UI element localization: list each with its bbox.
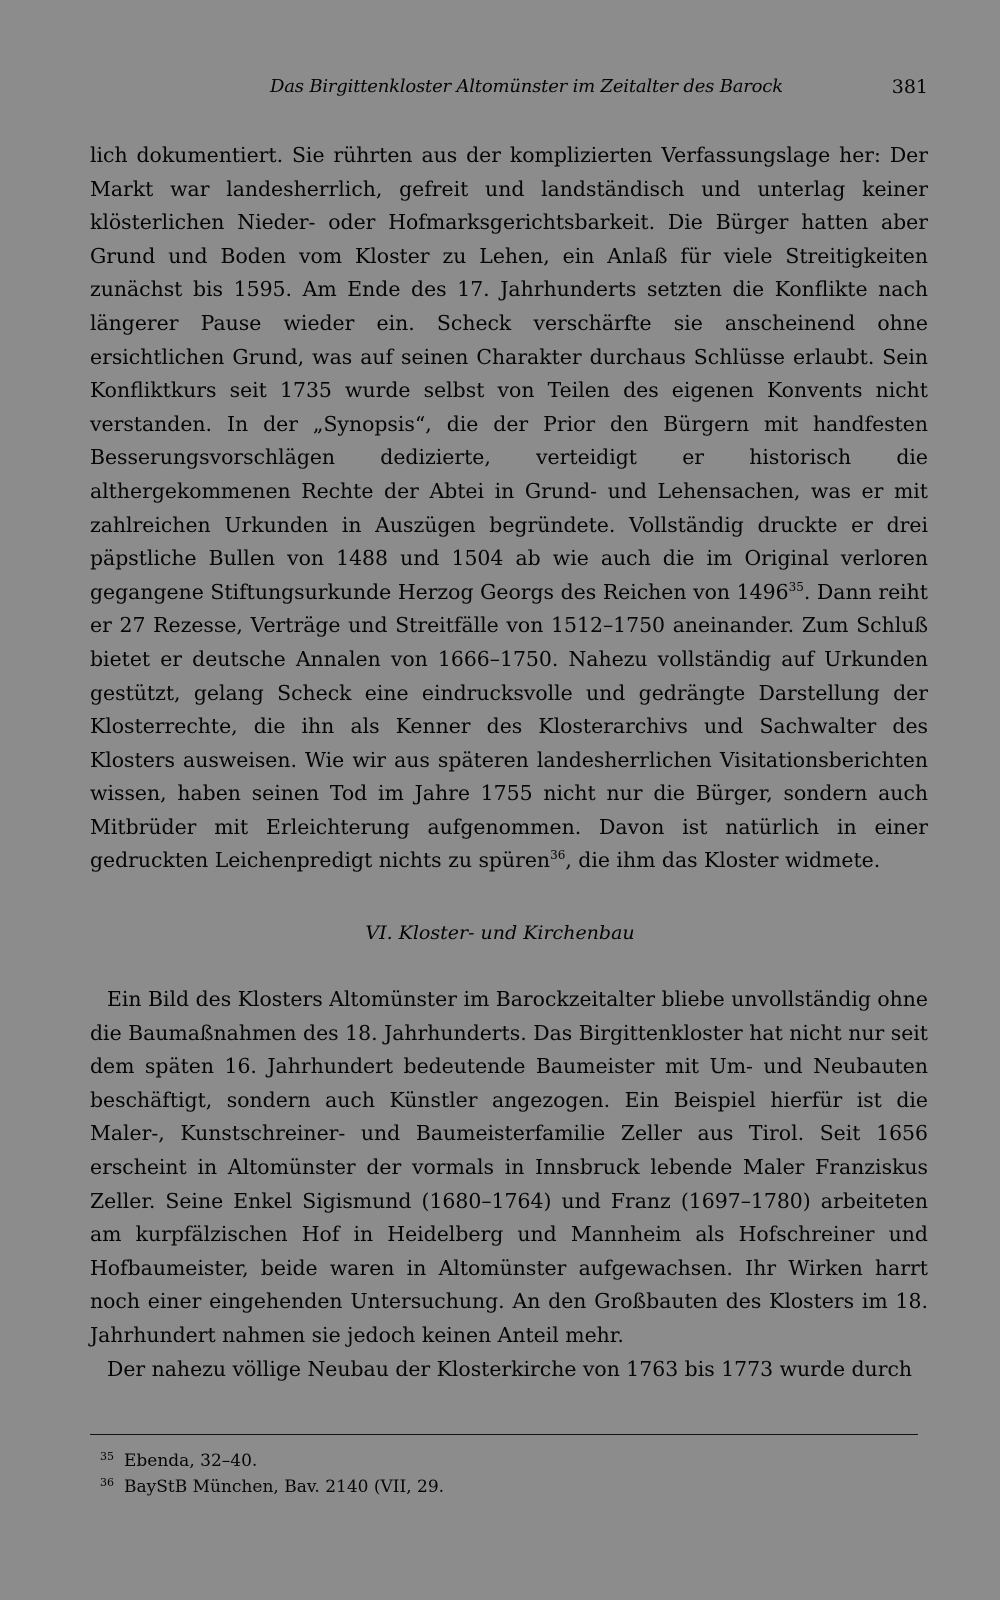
body-paragraph-continued xyxy=(90,139,928,878)
footnote-text: Ebenda, 32–40. xyxy=(124,1451,258,1471)
paragraph-text: lich dokumentiert. Sie rührten aus der komplizierten Verfassungslage her: Der Markt war landesherrlich, gefreit und landständisch und unterlag keiner klösterlichen Nieder- oder Hofmarksgerichtsbarkeit. Die Bürger hatten aber Grund und Boden vom Kloster zu Lehen, ein Anlaß für viele Streitigkeiten zunächst bis 1595. Am Ende des 17. Jahrhunderts setzten die Konflikte nach längerer Pause wieder ein. Scheck verschärfte sie anscheinend ohne ersichtlichen Grund, was auf seinen Charakter durchaus Schlüsse erlaubt. Sein Konfliktkurs seit 1735 wurde selbst von Teilen des eigenen Konvents nicht verstanden. In der „Synopsis“, die der Prior den Bürgern mit handfesten Besserungsvorschlägen dedizierte, verteidigt er historisch die althergekommenen Rechte der Abtei in Grund- und Lehensachen, was er mit zahlreichen Urkunden in Auszügen begründete. Vollständig druckte er drei päpstliche Bullen von 1488 und 1504 ab wie auch die im Original verloren gegangene Stiftungsurkunde Herzog Georgs des Reichen von 1496 xyxy=(90,143,928,604)
page-number: 381 xyxy=(891,76,928,98)
footnotes xyxy=(100,1448,900,1500)
footnote-mark: 36 xyxy=(100,1476,114,1489)
section-heading: VI. Kloster- und Kirchenbau xyxy=(365,922,635,944)
footnote-text: BayStB München, Bav. 2140 (VII, 29. xyxy=(124,1477,445,1497)
paragraph-text: . Dann reiht er 27 Rezesse, Verträge und Streitfälle von 1512–1750 aneinander. Zum Schluß bietet er deutsche Annalen von 1666–1750. Nahezu vollständig auf Urkunden gestützt, gelang Scheck eine eindrucksvolle und gedrängte Darstellung der Klosterrechte, die ihn als Kenner des Klosterarchivs und Sachwalter des Klosters ausweisen. Wie wir aus späteren landesherrlichen Visitationsberichten wissen, haben seinen Tod im Jahre 1755 nicht nur die Bürger, sondern auch Mitbrüder mit Erleichterung aufgenommen. Davon ist natürlich in einer gedruckten Leichenpredigt nichts zu spüren xyxy=(90,579,928,873)
running-title: Das Birgittenkloster Altomünster im Zeitalter des Barock xyxy=(270,76,783,97)
running-head xyxy=(90,76,928,106)
footnote-ref-36[interactable]: 36 xyxy=(550,848,566,863)
footnote-rule xyxy=(90,1434,918,1435)
section-paragraph-1: Ein Bild des Klosters Altomünster im Barockzeitalter bliebe unvollständig ohne die Baumaßnahmen des 18. Jahrhunderts. Das Birgittenkloster hat nicht nur seit dem späten 16. Jahrhundert bedeutende Baumeister mit Um- und Neubauten beschäftigt, sondern auch Künstler angezogen. Ein Beispiel hierfür ist die Maler-, Kunstschreiner- und Baumeisterfamilie Zeller aus Tirol. Seit 1656 erscheint in Altomünster der vormals in Innsbruck lebende Maler Franziskus Zeller. Seine Enkel Sigismund (1680–1764) und Franz (1697–1780) arbeiteten am kurpfälzischen Hof in Heidelberg und Mannheim als Hofschreiner und Hofbaumeister, beide waren in Altomünster aufgewachsen. Ihr Wirken harrt noch einer eingehenden Untersuchung. An den Großbauten des Klosters im 18. Jahrhundert nahmen sie jedoch keinen Anteil mehr. xyxy=(90,987,928,1347)
footnote-36 xyxy=(100,1474,900,1500)
footnote-ref-35[interactable]: 35 xyxy=(788,579,804,594)
footnote-35 xyxy=(100,1448,900,1474)
section-body xyxy=(90,983,928,1386)
footnote-mark: 35 xyxy=(100,1450,114,1463)
section-paragraph-2: Der nahezu völlige Neubau der Klosterkirche von 1763 bis 1773 wurde durch xyxy=(107,1356,912,1381)
paragraph-text: , die ihm das Kloster widmete. xyxy=(565,848,881,873)
